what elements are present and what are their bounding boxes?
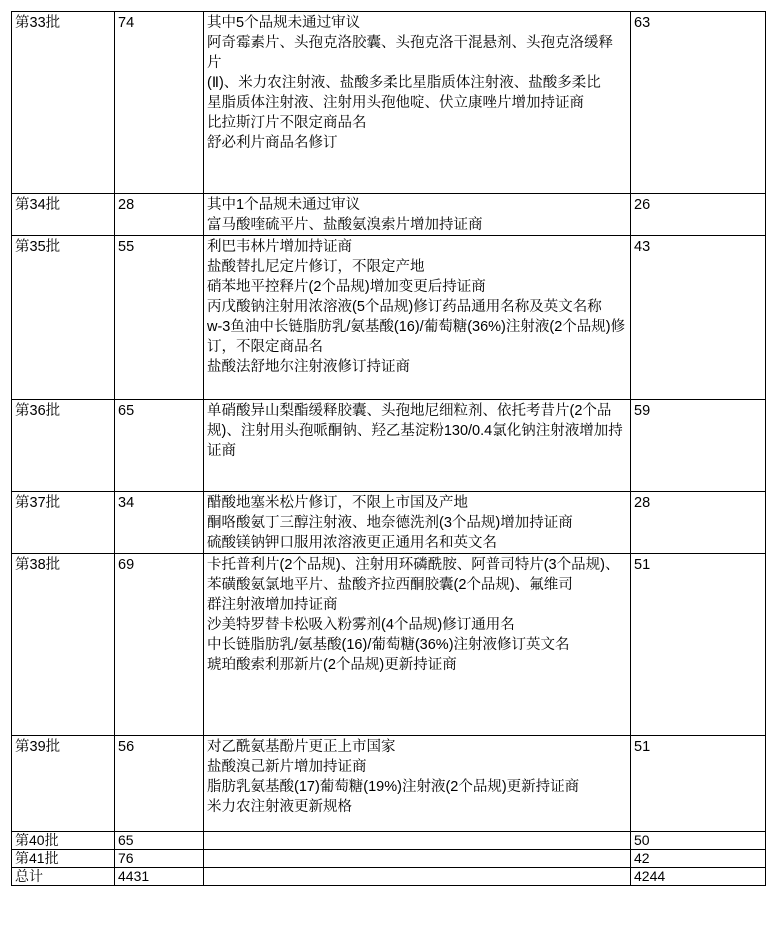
notes-cell: 其中5个品规未通过审议 阿奇霉素片、头孢克洛胶囊、头孢克洛干混悬剂、头孢克洛缓释片 (Ⅱ)、米力农注射液、盐酸多柔比星脂质体注射液、盐酸多柔比 星脂质体注射液、注射用头孢他啶、伏立康唑片增加持证商 比拉斯汀片不限定商品名 舒必利片商品名修订 (204, 12, 631, 194)
notes-cell (204, 868, 631, 886)
approved-cell: 26 (631, 194, 766, 236)
count-cell: 56 (115, 736, 204, 832)
count-cell: 55 (115, 236, 204, 400)
count-cell: 69 (115, 554, 204, 736)
batch-cell: 第40批 (12, 832, 115, 850)
count-cell: 65 (115, 832, 204, 850)
total-count-cell: 4431 (115, 868, 204, 886)
notes-cell (204, 832, 631, 850)
count-cell: 76 (115, 850, 204, 868)
approved-cell: 51 (631, 554, 766, 736)
count-cell: 34 (115, 492, 204, 554)
batch-table (11, 11, 766, 886)
count-cell: 74 (115, 12, 204, 194)
approved-cell: 51 (631, 736, 766, 832)
notes-cell: 对乙酰氨基酚片更正上市国家 盐酸溴己新片增加持证商 脂肪乳氨基酸(17)葡萄糖(19%)注射液(2个品规)更新持证商 米力农注射液更新规格 (204, 736, 631, 832)
table-row (12, 554, 766, 736)
approved-cell: 28 (631, 492, 766, 554)
count-cell: 28 (115, 194, 204, 236)
batch-cell: 第33批 (12, 12, 115, 194)
table-row (12, 832, 766, 850)
notes-cell: 卡托普利片(2个品规)、注射用环磷酰胺、阿普司特片(3个品规)、苯磺酸氨氯地平片、盐酸齐拉西酮胶囊(2个品规)、氟维司 群注射液增加持证商 沙美特罗替卡松吸入粉雾剂(4个品规)修订通用名 中长链脂肪乳/氨基酸(16)/葡萄糖(36%)注射液修订英文名 琥珀酸索利那新片(2个品规)更新持证商 (204, 554, 631, 736)
approved-cell: 43 (631, 236, 766, 400)
table-row (12, 492, 766, 554)
notes-cell: 其中1个品规未通过审议 富马酸喹硫平片、盐酸氨溴索片增加持证商 (204, 194, 631, 236)
approved-cell: 63 (631, 12, 766, 194)
approved-cell: 59 (631, 400, 766, 492)
batch-cell: 第38批 (12, 554, 115, 736)
table-row (12, 236, 766, 400)
total-approved-cell: 4244 (631, 868, 766, 886)
batch-cell: 第37批 (12, 492, 115, 554)
batch-cell: 第36批 (12, 400, 115, 492)
batch-cell: 第39批 (12, 736, 115, 832)
approved-cell: 42 (631, 850, 766, 868)
table-row (12, 736, 766, 832)
notes-cell: 单硝酸异山梨酯缓释胶囊、头孢地尼细粒剂、依托考昔片(2个品 规)、注射用头孢哌酮钠、羟乙基淀粉130/0.4氯化钠注射液增加持 证商 (204, 400, 631, 492)
table-row (12, 12, 766, 194)
notes-cell: 醋酸地塞米松片修订，不限上市国及产地 酮咯酸氨丁三醇注射液、地奈德洗剂(3个品规)增加持证商 硫酸镁钠钾口服用浓溶液更正通用名和英文名 (204, 492, 631, 554)
notes-cell (204, 850, 631, 868)
table-row (12, 400, 766, 492)
batch-cell: 第34批 (12, 194, 115, 236)
notes-cell: 利巴韦林片增加持证商 盐酸替扎尼定片修订，不限定产地 硝苯地平控释片(2个品规)增加变更后持证商 丙戊酸钠注射用浓溶液(5个品规)修订药品通用名称及英文名称 w-3鱼油中长链脂肪乳/氨基酸(16)/葡萄糖(36%)注射液(2个品规)修订，不限定商品名 盐酸法舒地尔注射液修订持证商 (204, 236, 631, 400)
batch-cell: 第41批 (12, 850, 115, 868)
table-row (12, 868, 766, 886)
approved-cell: 50 (631, 832, 766, 850)
batch-cell: 第35批 (12, 236, 115, 400)
table-row (12, 850, 766, 868)
count-cell: 65 (115, 400, 204, 492)
total-label-cell: 总计 (12, 868, 115, 886)
table-row (12, 194, 766, 236)
